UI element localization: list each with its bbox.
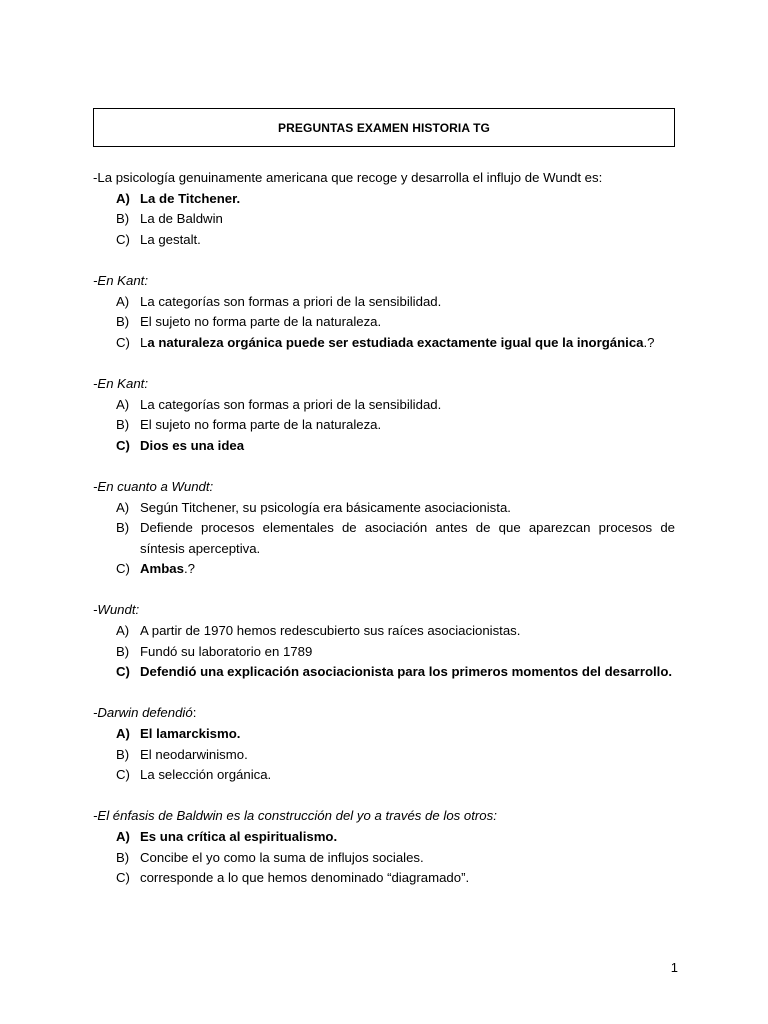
option-letter: C) (116, 561, 130, 577)
option-a (93, 724, 675, 745)
option-text: Concibe el yo como la suma de influjos sociales. (140, 849, 424, 865)
option-text: La categorías son formas a priori de la sensibilidad. (140, 396, 442, 412)
option-a (93, 395, 675, 416)
option-text: El sujeto no forma parte de la naturaleza. (140, 417, 382, 433)
option-a (93, 189, 675, 210)
question-text-suffix: : (192, 705, 197, 721)
option-text: L (140, 334, 148, 350)
option-letter: C) (116, 334, 130, 350)
option-letter: A) (116, 190, 130, 206)
option-a (93, 292, 675, 313)
option-a (93, 621, 675, 642)
option-letter: C) (116, 767, 130, 783)
option-text: Según Titchener, su psicología era básicamente asociacionista. (140, 499, 511, 515)
options-list (93, 621, 675, 683)
exam-title-box (93, 108, 675, 147)
option-letter: C) (116, 870, 130, 886)
option-letter: B) (116, 417, 130, 433)
option-b (93, 312, 675, 333)
option-answer-text: Defendió una explicación asociacionista para los primeros momentos del desarrollo. (140, 664, 673, 680)
option-text: La selección orgánica. (140, 767, 272, 783)
option-letter: B) (116, 849, 130, 865)
option-answer-text: La de Titchener. (140, 190, 241, 206)
question-text: -En Kant: (93, 375, 148, 391)
option-letter: A) (116, 726, 130, 742)
option-b (93, 848, 675, 869)
option-letter: A) (116, 396, 130, 412)
options-list (93, 827, 675, 889)
options-list (93, 395, 675, 457)
option-text: La gestalt. (140, 231, 201, 247)
option-c (93, 230, 675, 251)
option-letter: C) (116, 664, 130, 680)
option-text: El neodarwinismo. (140, 746, 248, 762)
question-1 (93, 168, 675, 250)
question-text: -En cuanto a Wundt: (93, 478, 214, 494)
option-letter: A) (116, 293, 130, 309)
option-letter: B) (116, 314, 130, 330)
option-answer-text: Dios es una idea (140, 437, 245, 453)
page-number: 1 (670, 960, 678, 975)
option-text: Fundó su laboratorio en 1789 (140, 643, 313, 659)
option-text: El sujeto no forma parte de la naturaleza. (140, 314, 382, 330)
question-text-line (93, 703, 675, 724)
option-b (93, 415, 675, 436)
options-list (93, 498, 675, 580)
option-letter: B) (116, 746, 130, 762)
question-text: -La psicología genuinamente americana que recoge y desarrolla el influjo de Wundt es: (93, 170, 603, 185)
option-a (93, 498, 675, 519)
option-letter: B) (116, 520, 130, 536)
option-b (93, 745, 675, 766)
option-c (93, 868, 675, 889)
options-list (93, 292, 675, 354)
option-c (93, 559, 675, 580)
option-text-suffix: .? (643, 334, 655, 350)
option-letter: B) (116, 211, 130, 227)
option-letter: A) (116, 499, 130, 515)
option-c (93, 333, 675, 354)
questions-list (93, 168, 675, 909)
question-5 (93, 600, 675, 682)
option-letter: A) (116, 829, 130, 844)
option-letter: B) (116, 643, 130, 659)
question-text: -El énfasis de Baldwin es la construcción del yo a través de los otros: (93, 808, 497, 824)
question-6 (93, 703, 675, 785)
option-text: A partir de 1970 hemos redescubierto sus raíces asociacionistas. (140, 623, 521, 639)
options-list (93, 189, 675, 251)
question-text: -Wundt: (93, 602, 140, 618)
option-b (93, 518, 675, 559)
option-answer-text: a naturaleza orgánica puede ser estudiada exactamente igual que la inorgánica (147, 334, 644, 350)
option-a (93, 827, 675, 848)
option-text: Defiende procesos elementales de asociación antes de que aparezcan procesos de síntesis aperceptiva. (140, 520, 675, 556)
question-4 (93, 477, 675, 580)
option-b (93, 209, 675, 230)
exam-title: PREGUNTAS EXAMEN HISTORIA TG (278, 120, 490, 135)
option-letter: A) (116, 623, 130, 639)
option-c (93, 662, 675, 683)
question-3 (93, 374, 675, 456)
option-letter: C) (116, 437, 130, 453)
option-answer-text: Es una crítica al espiritualismo. (140, 829, 338, 844)
option-c (93, 765, 675, 786)
question-7 (93, 806, 675, 888)
option-text: corresponde a lo que hemos denominado “diagramado”. (140, 870, 470, 886)
option-letter: C) (116, 231, 130, 247)
option-text: La categorías son formas a priori de la sensibilidad. (140, 293, 442, 309)
option-answer-text: Ambas (140, 561, 184, 577)
question-2 (93, 271, 675, 353)
option-text-suffix: .? (183, 561, 195, 577)
options-list (93, 724, 675, 786)
option-answer-text: El lamarckismo. (140, 726, 241, 742)
question-text: -En Kant: (93, 272, 148, 288)
option-text: La de Baldwin (140, 211, 223, 227)
option-c (93, 436, 675, 457)
option-b (93, 642, 675, 663)
question-text: -Darwin defendió (93, 705, 193, 721)
